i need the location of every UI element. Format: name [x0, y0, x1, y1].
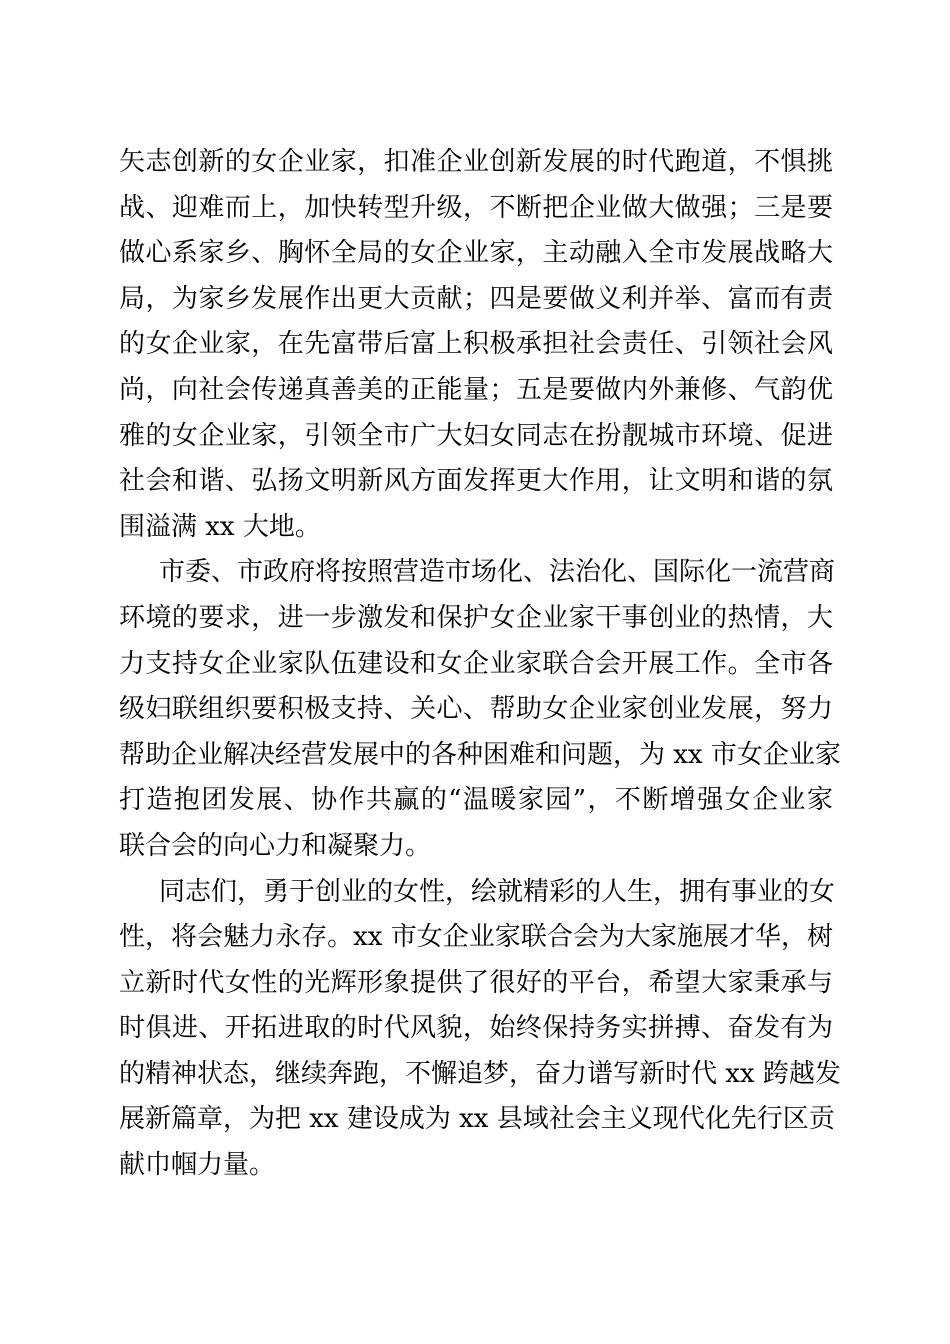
- paragraph-line: 的精神状态，继续奔跑，不懈追梦，奋力谱写新时代 xx 跨越发: [119, 1058, 841, 1089]
- paragraph-2: [119, 550, 841, 869]
- paragraph-line: 做心系家乡、胸怀全局的女企业家，主动融入全市发展战略大: [119, 238, 833, 269]
- paragraph-line: 的女企业家，在先富带后富上积极承担社会责任、引领社会风: [119, 329, 833, 360]
- paragraph-line: 帮助企业解决经营发展中的各种困难和问题，为 xx 市女企业家: [119, 739, 841, 770]
- paragraph-line: 雅的女企业家，引领全市广大妇女同志在扮靓城市环境、促进: [119, 420, 833, 451]
- paragraph-line: 矢志创新的女企业家，扣准企业创新发展的时代跑道，不惧挑: [119, 147, 833, 177]
- paragraph-line: 尚，向社会传递真善美的正能量；五是要做内外兼修、气韵优: [119, 374, 833, 405]
- paragraph-line: 性，将会魅力永存。xx 市女企业家联合会为大家施展才华，树: [119, 922, 833, 953]
- paragraph-line: 社会和谐、弘扬文明新风方面发挥更大作用，让文明和谐的氛: [119, 466, 833, 497]
- document-body: [119, 140, 841, 1189]
- paragraph-line: 战、迎难而上，加快转型升级，不断把企业做大做强；三是要: [119, 192, 833, 223]
- paragraph-line: 市委、市政府将按照营造市场化、法治化、国际化一流营商: [159, 557, 836, 588]
- paragraph-line: 环境的要求，进一步激发和保护女企业家干事创业的热情，大: [119, 602, 833, 633]
- paragraph-1: [119, 140, 833, 550]
- paragraph-line: 打造抱团发展、协作共赢的“温暖家园”，不断增强女企业家: [119, 785, 833, 816]
- paragraph-line: 级妇联组织要积极支持、关心、帮助女企业家创业发展，努力: [119, 694, 833, 725]
- paragraph-line: 联合会的向心力和凝聚力。: [119, 830, 432, 861]
- paragraph-line: 展新篇章，为把 xx 建设成为 xx 县域社会主义现代化先行区贡: [119, 1104, 835, 1135]
- paragraph-line: 围溢满 xx 大地。: [119, 511, 321, 542]
- paragraph-line: 时俱进、开拓进取的时代风貌，始终保持务实拼搏、奋发有为: [119, 1013, 833, 1044]
- paragraph-3: [119, 870, 841, 1189]
- paragraph-line: 献巾帼力量。: [119, 1150, 276, 1181]
- paragraph-line: 局，为家乡发展作出更大贡献；四是要做义利并举、富而有责: [119, 283, 833, 314]
- paragraph-line: 力支持女企业家队伍建设和女企业家联合会开展工作。全市各: [119, 648, 833, 679]
- paragraph-line: 同志们，勇于创业的女性，绘就精彩的人生，拥有事业的女: [159, 876, 836, 907]
- paragraph-line: 立新时代女性的光辉形象提供了很好的平台，希望大家秉承与: [119, 967, 833, 998]
